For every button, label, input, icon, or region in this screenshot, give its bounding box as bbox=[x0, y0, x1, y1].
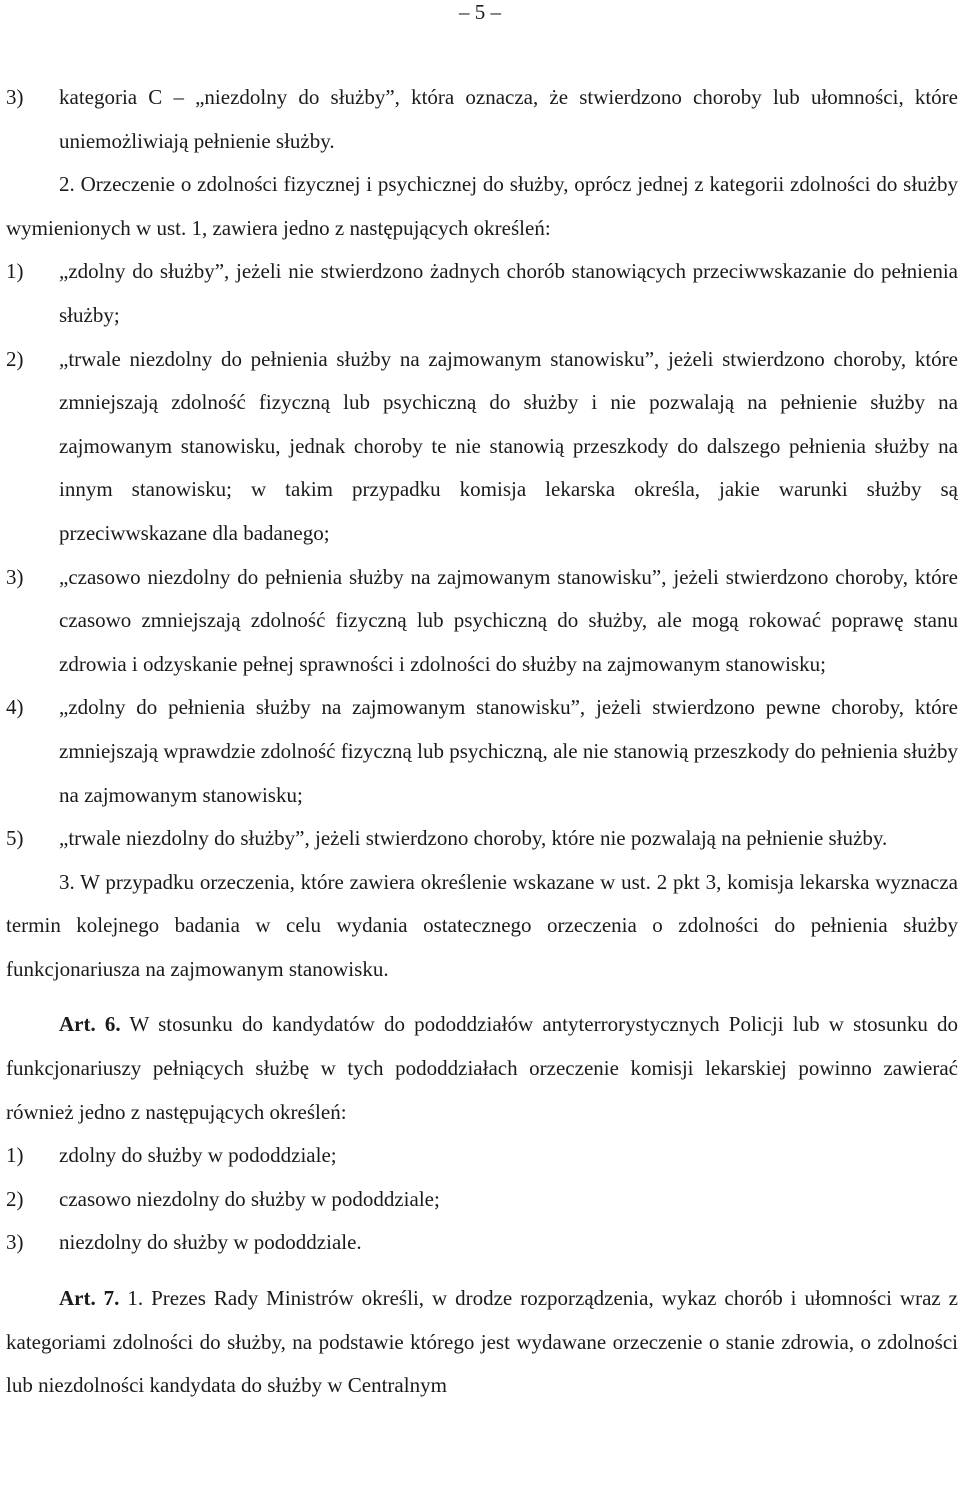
item-text: „trwale niezdolny do pełnienia służby na zajmowanym stanowisku”, jeżeli stwierdzono choroby, które zmniejszają zdolność fizyczną lub psychiczną do służby i nie pozwalają na pełnienie służby na zajmowanym stanowisku, jednak choroby te nie stanowią przeszkody do dalszego pełnienia służby na innym stanowisku; w takim przypadku komisja lekarska określa, jakie warunki służby są przeciwwskazane dla badanego; bbox=[59, 346, 958, 545]
item-number: 1) bbox=[6, 259, 24, 284]
list-item bbox=[6, 1178, 958, 1222]
article-heading: Art. 7. bbox=[59, 1286, 120, 1311]
item-number: 2) bbox=[6, 1186, 24, 1211]
article-paragraph bbox=[6, 1003, 958, 1134]
item-number: 3) bbox=[6, 1230, 24, 1255]
list-item bbox=[6, 1134, 958, 1178]
item-text: „zdolny do pełnienia służby na zajmowanym stanowisku”, jeżeli stwierdzono pewne choroby, które zmniejszają wprawdzie zdolność fizyczną lub psychiczną, ale nie stanowią przeszkody do pełnienia służby na zajmowanym stanowisku; bbox=[59, 695, 958, 807]
item-text: kategoria C – „niezdolny do służby”, która oznacza, że stwierdzono choroby lub ułomności, które uniemożliwiają pełnienie służby. bbox=[59, 85, 958, 153]
list-item bbox=[6, 250, 958, 337]
item-text: niezdolny do służby w pododdziale. bbox=[59, 1230, 362, 1255]
article-text: W stosunku do kandydatów do pododdziałów antyterrorystycznych Policji lub w stosunku do funkcjonariuszy pełniących służbę w tych pododdziałach orzeczenie komisji lekarskiej powinno zawierać również jedno z następujących określeń: bbox=[6, 1012, 959, 1124]
item-number: 4) bbox=[6, 695, 24, 720]
list-item bbox=[6, 556, 958, 687]
item-number: 1) bbox=[6, 1143, 24, 1168]
article-text: 1. Prezes Rady Ministrów określi, w drodze rozporządzenia, wykaz chorób i ułomności wraz z kategoriami zdolności do służby, na podstawie którego jest wydawane orzeczenie o stanie zdrowia, o zdolności lub niezdolności kandydata do służby w Centralnym bbox=[6, 1286, 959, 1398]
page-number: – 5 – bbox=[459, 0, 501, 24]
item-text: „czasowo niezdolny do pełnienia służby na zajmowanym stanowisku”, jeżeli stwierdzono choroby, które czasowo zmniejszają zdolność fizyczną lub psychiczną do służby, ale mogą rokować poprawę stanu zdrowia i odzyskanie pełnej sprawności i zdolności do służby na zajmowanym stanowisku; bbox=[59, 564, 958, 676]
item-number: 3) bbox=[6, 564, 24, 589]
item-number: 2) bbox=[6, 346, 24, 371]
list-item bbox=[6, 338, 958, 556]
paragraph: 2. Orzeczenie o zdolności fizycznej i psychicznej do służby, oprócz jednej z kategorii zdolności do służby wymienionych w ust. 1, zawiera jedno z następujących określeń: bbox=[6, 172, 958, 240]
article-paragraph bbox=[6, 1277, 958, 1408]
article-heading: Art. 6. bbox=[59, 1012, 121, 1037]
list-item bbox=[6, 817, 958, 861]
item-text: „zdolny do służby”, jeżeli nie stwierdzono żadnych chorób stanowiących przeciwwskazanie do pełnienia służby; bbox=[59, 259, 958, 327]
list-item bbox=[6, 686, 958, 817]
list-item bbox=[6, 1221, 958, 1265]
item-text: czasowo niezdolny do służby w pododdziale; bbox=[59, 1186, 440, 1211]
item-number: 5) bbox=[6, 826, 24, 851]
list-item bbox=[6, 76, 958, 163]
item-text: „trwale niezdolny do służby”, jeżeli stwierdzono choroby, które nie pozwalają na pełnienie służby. bbox=[59, 826, 888, 851]
item-number: 3) bbox=[6, 85, 24, 109]
document-body bbox=[6, 76, 958, 1408]
item-text: zdolny do służby w pododdziale; bbox=[59, 1143, 337, 1168]
paragraph: 3. W przypadku orzeczenia, które zawiera określenie wskazane w ust. 2 pkt 3, komisja lekarska wyznacza termin kolejnego badania w celu wydania ostatecznego orzeczenia o zdolności do pełnienia służby funkcjonariusza na zajmowanym stanowisku. bbox=[6, 869, 958, 981]
